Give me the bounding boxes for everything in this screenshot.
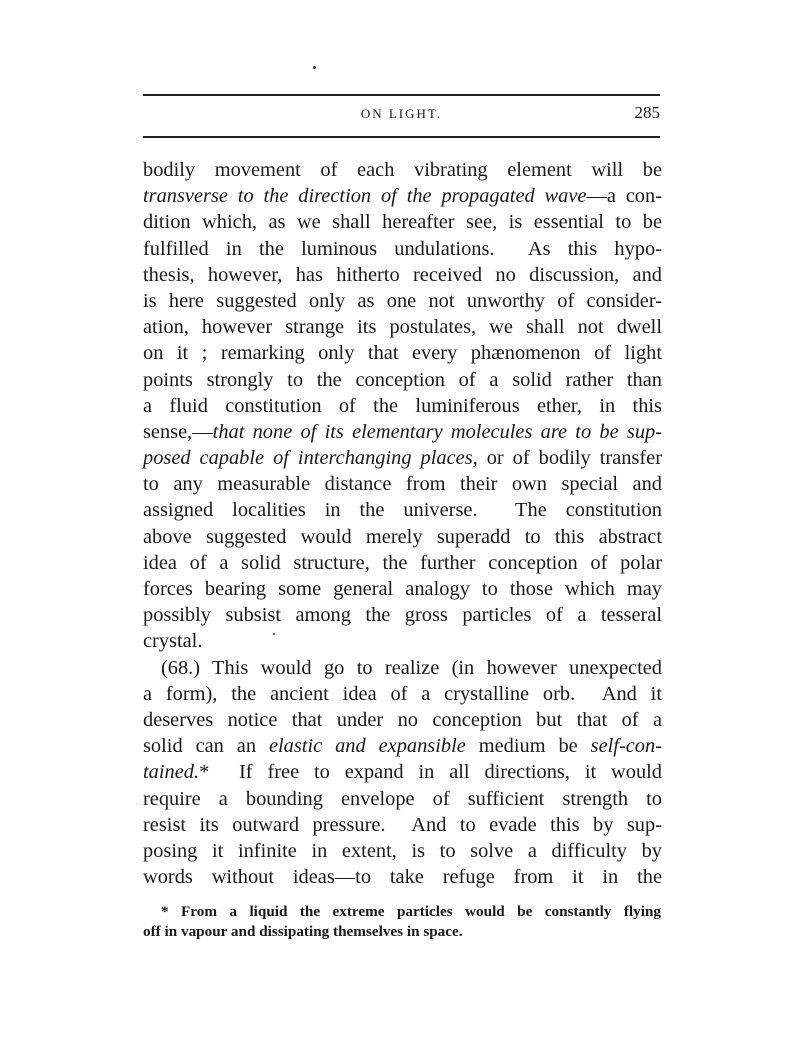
page-number: 285: [634, 103, 660, 122]
text-line: assigned localities in the universe. The constitution: [143, 499, 662, 522]
text-line: ation, however strange its postulates, we shall not dwell: [143, 316, 662, 339]
text-line: posing it infinite in extent, is to solve a difficulty by: [143, 839, 662, 862]
text-line: resist its outward pressure. And to evade this by sup-: [143, 813, 662, 836]
footnote-line: off in vapour and dissipating themselves in space.: [143, 923, 463, 940]
running-header: [143, 103, 660, 127]
text-line: idea of a solid structure, the further conception of polar: [143, 551, 662, 574]
text-line: deserves notice that under no conception but that of a: [143, 708, 662, 731]
text-line: a form), the ancient idea of a crystalline orb. And it: [143, 682, 662, 705]
footnote-line: * From a liquid the extreme particles would be constantly flying: [161, 903, 661, 920]
running-title: ON LIGHT.: [360, 106, 443, 121]
text-line: is here suggested only as one not unworthy of consider-: [143, 289, 662, 312]
print-speck: [313, 66, 316, 69]
text-line: on it ; remarking only that every phænomenon of light: [143, 342, 662, 365]
text-line: solid can an elastic and expansible medium be self-con-: [143, 735, 662, 758]
text-line: a fluid constitution of the luminiferous ether, in this: [143, 394, 662, 417]
body-text: [143, 157, 662, 890]
header-rule-bottom: [143, 136, 660, 138]
text-line: bodily movement of each vibrating element will be: [143, 159, 662, 181]
text-line: to any measurable distance from their own special and: [143, 473, 662, 496]
text-line: sense,—that none of its elementary molecules are to be sup-: [143, 420, 662, 443]
text-line: require a bounding envelope of sufficient strength to: [143, 787, 662, 810]
text-line: crystal.: [143, 630, 203, 653]
text-line: points strongly to the conception of a solid rather than: [143, 368, 662, 391]
text-line: posed capable of interchanging places, or of bodily transfer: [143, 447, 663, 470]
text-line: words without ideas—to take refuge from it in the: [143, 866, 662, 889]
text-line: thesis, however, has hitherto received no discussion, and: [143, 263, 662, 286]
text-line: tained.* If free to expand in all directions, it would: [143, 761, 662, 784]
footnote: [143, 902, 661, 942]
text-line: transverse to the direction of the propagated wave—a con-: [143, 185, 662, 208]
text-line: forces bearing some general analogy to those which may: [143, 578, 662, 600]
text-line: dition which, as we shall hereafter see, is essential to be: [143, 211, 662, 234]
header-rule-top: [143, 94, 660, 96]
text-line: above suggested would merely superadd to this abstract: [143, 525, 662, 548]
text-line: (68.) This would go to realize (in however unexpected: [161, 656, 662, 679]
text-line: possibly subsist among the gross particles of a tesseral: [143, 604, 662, 627]
text-line: fulfilled in the luminous undulations. As this hypo-: [143, 237, 662, 260]
